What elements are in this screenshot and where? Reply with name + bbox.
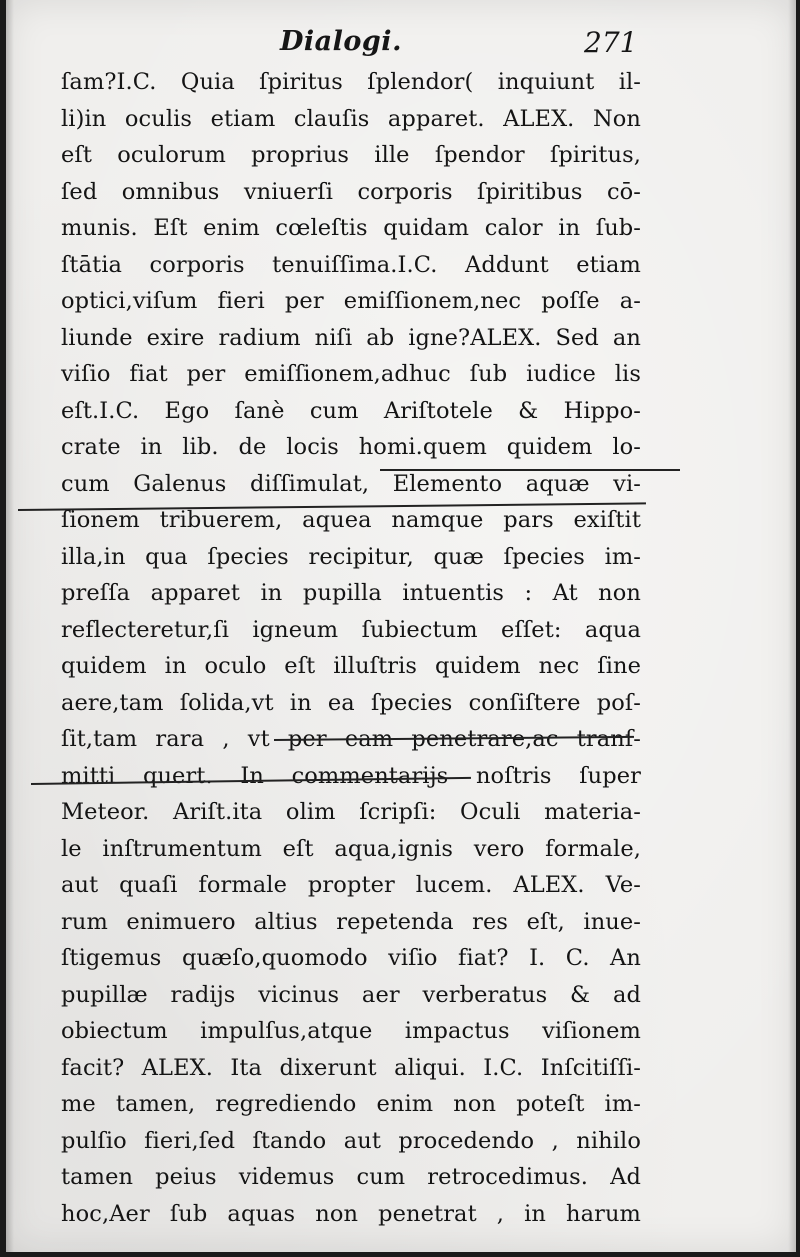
handwritten-underline — [380, 469, 680, 471]
page-header — [6, 26, 796, 66]
book-page — [6, 0, 796, 1252]
text-line: liunde exire radium niſi ab igne?ALEX. Sed an — [61, 324, 641, 351]
text-line: ſionem tribuerem, aquea namque pars exiſtit — [61, 507, 641, 533]
text-line: obiectum impulſus,atque impactus viſionem — [61, 1018, 641, 1044]
text-line: ſtātia corporis tenuiſſima.I.C. Addunt etiam — [61, 251, 641, 278]
text-line: eſt oculorum proprius ille ſpendor ſpiritus, — [61, 142, 641, 168]
text-line: ſit,tam rara , vt per eam penetrare,ac tranſ- — [61, 726, 641, 752]
text-line: le inſtrumentum eſt aqua,ignis vero formale, — [61, 835, 641, 862]
text-line: pupillæ radijs vicinus aer verberatus & ad — [61, 981, 641, 1008]
text-line: illa,in qua ſpecies recipitur, quæ ſpecies im- — [61, 543, 641, 570]
text-line: munis. Eſt enim cœleſtis quidam calor in ſub- — [61, 215, 641, 241]
text-line: ſed omnibus vniuerſi corporis ſpiritibus cō- — [61, 178, 641, 205]
text-line: hoc,Aer ſub aquas non penetrat , in harum — [61, 1200, 641, 1227]
text-line: facit? ALEX. Ita dixerunt aliqui. I.C. Inſcitiſſi- — [61, 1054, 641, 1081]
page-number: 271 — [584, 26, 638, 59]
body-text — [61, 64, 641, 1232]
text-line: eſt.I.C. Ego ſanè cum Ariſtotele & Hippo- — [61, 397, 641, 424]
text-line: mitti quert. In commentarijs noſtris ſuper — [61, 762, 641, 789]
text-line: cum Galenus diſſimulat, Elemento aquæ vi- — [61, 470, 641, 497]
text-line: ſtigemus quæſo,quomodo viſio fiat? I. C. An — [61, 945, 641, 971]
text-line: preſſa apparet in pupilla intuentis : At non — [61, 580, 641, 606]
text-line: me tamen, regrediendo enim non poteſt im- — [61, 1091, 641, 1117]
running-title: Dialogi. — [280, 26, 402, 57]
text-line: aut quaſi formale propter lucem. ALEX. Ve- — [61, 872, 641, 898]
text-line: crate in lib. de locis homi.quem quidem lo- — [61, 434, 641, 460]
text-line: Meteor. Ariſt.ita olim ſcripſi: Oculi materia- — [61, 799, 641, 825]
text-line: ſam?I.C. Quia ſpiritus ſplendor( inquiunt il- — [61, 69, 641, 95]
page-left-edge-shadow — [6, 0, 14, 1252]
text-line: optici,viſum fieri per emiſſionem,nec poſſe a- — [61, 288, 641, 314]
text-line: pulſio fieri,ſed ſtando aut procedendo , nihilo — [61, 1127, 641, 1154]
text-line: rum enimuero altius repetenda res eſt, inue- — [61, 908, 641, 935]
text-line: li)in oculis etiam clauſis apparet. ALEX. Non — [61, 105, 641, 132]
text-line: viſio fiat per emiſſionem,adhuc ſub iudice lis — [61, 361, 641, 387]
text-line: quidem in oculo eſt illuſtris quidem nec ſine — [61, 653, 641, 679]
text-line: aere,tam ſolida,vt in ea ſpecies conſiſtere poſ- — [61, 689, 641, 716]
text-line: reflecteretur,ſi igneum ſubiectum eſſet: aqua — [61, 616, 641, 643]
page-right-edge-shadow — [788, 0, 796, 1252]
text-line: tamen peius videmus cum retrocedimus. Ad — [61, 1164, 641, 1190]
